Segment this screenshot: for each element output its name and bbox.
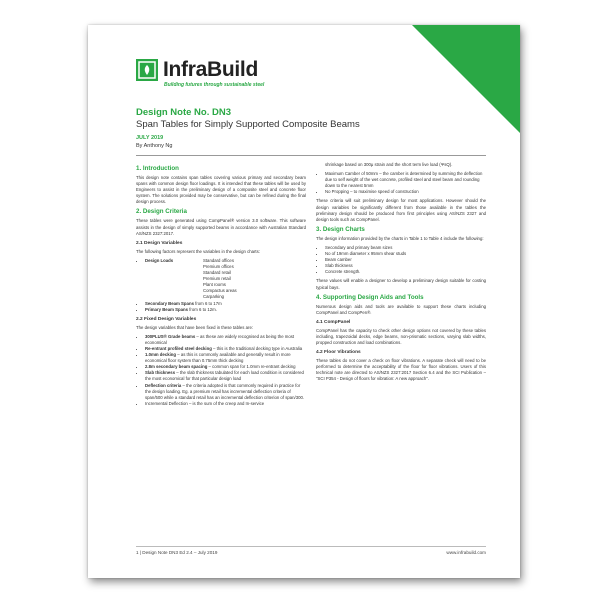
brand-tagline: Building futures through sustainable steel	[164, 82, 265, 88]
logo	[136, 58, 258, 82]
corner-accent	[412, 25, 520, 133]
load-item: Plant rooms	[203, 282, 226, 288]
loads-label: • Design Loads	[145, 257, 174, 263]
list-item: • No Propping – to maximise speed of construction	[325, 189, 486, 195]
fixed-variables-list	[136, 334, 306, 407]
logo-icon	[136, 59, 158, 81]
item-text: from 6 to 12m.	[188, 306, 217, 312]
paragraph: The following factors represent the variables in the design charts:	[136, 248, 260, 254]
subsection-heading: 4.2 Floor Vibrations	[316, 350, 361, 356]
list-item: • Maximum Camber of 50mm – the camber is determined by summing the deflection due to self weight of the wet concrete, profiled steel and steel beam and rounding down to the nearest 5mm	[325, 171, 486, 189]
criteria-list	[316, 171, 486, 195]
variables-list	[136, 258, 306, 313]
list-item: • Secondary and primary beam sizes	[325, 245, 486, 251]
list-item	[145, 334, 306, 346]
divider	[136, 155, 486, 156]
author: By Anthony Ng	[136, 143, 173, 149]
list-item	[145, 370, 306, 382]
list-item: • Beam camber	[325, 257, 486, 263]
load-item: Standard retail	[203, 270, 231, 276]
subsection-heading: 4.1 CompPanel	[316, 319, 351, 325]
brand-name: InfraBuild	[163, 58, 258, 81]
paragraph: These tables do not cover a check on floor vibrations. A separate check will need to be performed to determine the acceptability of the floor for floor vibrations. Users of this technical note are directed to AS/NZS 2327:2017 Section 6.4 and the SCI Publication – "SCI P354 - Design of floors for vibration: A new approach".	[316, 358, 486, 382]
paragraph: The design variables that have been fixed in these tables are:	[136, 324, 254, 330]
load-item: Standard offices	[203, 257, 234, 263]
document-page	[88, 25, 520, 578]
paragraph: These criteria will suit preliminary design for most applications. However should the design variables be significantly different from those available in the tables the preliminary design should be produced from first principles using AS/NZS 2327 and design tools such as CompPanel.	[316, 198, 486, 222]
item-text: – this is the traditional decking type in Australia	[211, 345, 303, 351]
list-item	[145, 401, 306, 407]
footer-website-link[interactable]: www.infrabuild.com	[446, 550, 486, 555]
item-label: Primary Beam Spans	[145, 306, 188, 312]
paragraph: This design note contains span tables covering various primary and secondary beam spans with common design floor loadings. It is intended that these tables will be used by Engineers to assist in the preliminary design of a composite steel and concrete floor system. The solutions provided may be conservative, but can be refined during the final design process.	[136, 175, 306, 205]
item-text: – common span for 1.0mm re-entrant decking	[207, 364, 296, 370]
list-item	[145, 258, 306, 301]
item-label: Slab thickness	[145, 370, 176, 376]
section-heading: 1. Introduction	[136, 165, 179, 172]
load-item: Premium offices	[203, 263, 234, 269]
subsection-heading: 2.2 Fixed Design Variables	[136, 316, 197, 322]
page-title: Span Tables for Simply Supported Composite Beams	[136, 119, 360, 130]
chart-items-list	[316, 245, 486, 275]
subsection-heading: 2.1 Design Variables	[136, 240, 183, 246]
list-item	[145, 383, 306, 401]
paragraph: These tables were generated using CompPanel® version 3.0 software. This software assists in the design of simply supported beams in accordance with Australian Standard AS/NZS 2327:2017.	[136, 218, 306, 236]
section-heading: 3. Design Charts	[316, 225, 365, 233]
footer-page-info: 1 | Design Note DN3 Ed 2.4 – July 2019	[136, 550, 218, 555]
list-item	[145, 307, 306, 313]
paragraph: Numerous design aids and tools are available to support these charts including CompPanel and CompPen®.	[316, 303, 486, 315]
publish-date: JULY 2019	[136, 135, 164, 141]
list-item: • Concrete strength.	[325, 269, 486, 275]
footer-divider	[136, 546, 486, 547]
section-heading: 2. Design Criteria	[136, 208, 187, 216]
item-text: – as this is commonly available and generally result in more economical floor system than 0.75mm thick decking	[145, 352, 291, 364]
paragraph: shrinkage based on 300μ strain and the short term live load (ΨsQ).	[325, 162, 453, 167]
design-note-number: Design Note No. DN3	[136, 107, 232, 118]
item-label: 300PLUS® Grade beams	[145, 333, 196, 339]
load-item: Compactus areas	[203, 288, 237, 294]
list-item	[145, 352, 306, 364]
paragraph: The design information provided by the charts in Table 1 to Table 4 include the following:	[316, 235, 484, 241]
right-column	[316, 162, 486, 385]
item-label: Secondary Beam Spans	[145, 300, 194, 306]
item-text: – as these are widely recognised as being the most economical	[145, 333, 295, 345]
loads-values	[203, 258, 306, 301]
list-item: • Slab thickness	[325, 263, 486, 269]
item-label: Deflection criteria	[145, 382, 182, 388]
item-text: from 6 to 17m	[193, 300, 222, 306]
load-item: Premium retail	[203, 276, 231, 282]
item-label: Re-entrant profiled steel decking	[145, 345, 212, 351]
item-label: 1.0mm decking	[145, 352, 177, 358]
item-label: 2.8m secondary beam spacing	[145, 364, 208, 370]
left-column	[136, 162, 306, 410]
list-item: • No of 19mm diameter x 95mm shear studs	[325, 251, 486, 257]
paragraph: These values will enable a designer to develop a preliminary design suitable for costing typical bays.	[316, 278, 486, 290]
load-item: Carparking	[203, 294, 225, 300]
item-text: – the slab thickness tabulated for each load condition is considered the most economical for that particular design load	[145, 370, 304, 382]
item-text: Incremental Deflection – is the sum of the creep and In-service	[145, 400, 265, 406]
item-text: – the criteria adopted is that commonly required in practice for the design loading. Eg. a premium retail has incremental deflection criteria of span/500 while a standard retail has an incremental deflection criterion of span/300.	[145, 382, 305, 400]
section-heading: 4. Supporting Design Aids and Tools	[316, 293, 424, 301]
paragraph: CompPanel has the capacity to check other design options not covered by these tables including, trapezoidal decks, edge beams, non-prismatic sections, varying slab widths, propped construction and load combinations.	[316, 327, 486, 345]
